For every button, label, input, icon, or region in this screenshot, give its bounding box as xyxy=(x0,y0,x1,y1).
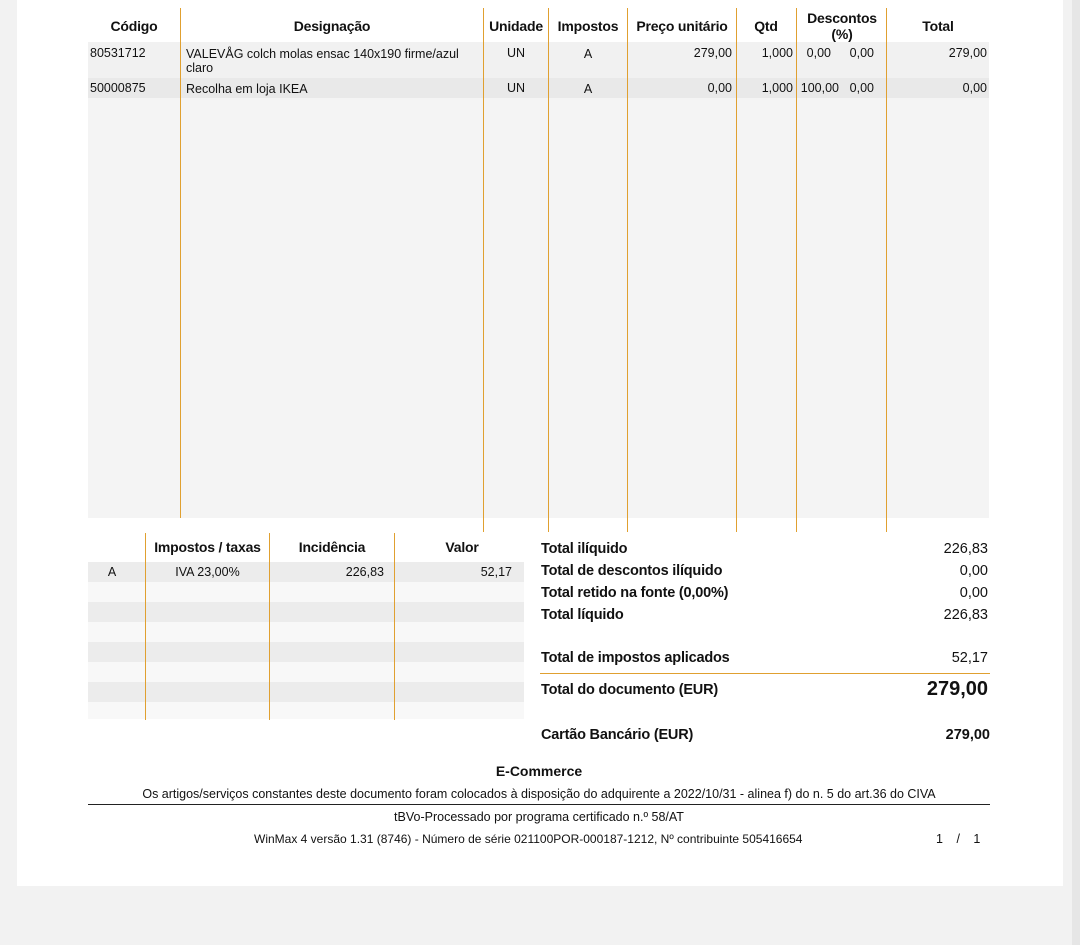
tax-row-band xyxy=(88,622,524,642)
tax-row-band xyxy=(88,582,524,602)
tax-header-taxas: Impostos / taxas xyxy=(154,539,261,555)
page-separator: / xyxy=(956,832,960,846)
col-header-qtd: Qtd xyxy=(754,18,778,34)
total-documento-label: Total do documento (EUR) xyxy=(541,682,718,698)
footer-divider xyxy=(88,804,990,805)
tax-column-divider xyxy=(145,533,146,720)
item-impostos: A xyxy=(583,47,593,61)
scrollbar[interactable] xyxy=(1072,0,1080,945)
tax-header-valor: Valor xyxy=(445,539,479,555)
tax-row-band xyxy=(88,682,524,702)
col-header-descontos-unit: (%) xyxy=(831,26,853,42)
tax-row-band xyxy=(88,662,524,682)
column-divider xyxy=(483,8,484,532)
total-liquido-value: 226,83 xyxy=(943,607,988,623)
column-divider xyxy=(548,8,549,532)
column-divider xyxy=(736,8,737,532)
column-divider xyxy=(796,8,797,532)
item-preco: 0,00 xyxy=(707,81,732,95)
total-descontos-value: 0,00 xyxy=(959,563,988,579)
tax-row-band xyxy=(88,602,524,622)
tax-row-band xyxy=(88,642,524,662)
item-desconto1: 0,00 xyxy=(806,46,831,60)
column-divider xyxy=(627,8,628,532)
page-total: 1 xyxy=(973,832,981,846)
col-header-total: Total xyxy=(922,18,954,34)
column-divider xyxy=(886,8,887,532)
cartao-label: Cartão Bancário (EUR) xyxy=(541,727,694,743)
channel-title: E-Commerce xyxy=(495,763,583,779)
page-number xyxy=(936,832,980,846)
col-header-descontos: Descontos xyxy=(807,10,877,26)
tax-column-divider xyxy=(394,533,395,720)
certification-note: tBVo-Processado por programa certificado n.º 58/AT xyxy=(394,810,684,824)
disclaimer: Os artigos/serviços constantes deste documento foram colocados à disposição do adquirente a 2022/10/31 - alinea f) do n. 5 do art.36 do CIVA xyxy=(142,787,936,801)
tax-valor: 52,17 xyxy=(480,565,512,579)
col-header-codigo: Código xyxy=(110,18,158,34)
item-codigo: 50000875 xyxy=(90,81,146,95)
item-qtd: 1,000 xyxy=(761,46,793,60)
total-descontos-label: Total de descontos ilíquido xyxy=(541,563,723,579)
item-codigo: 80531712 xyxy=(90,46,146,60)
tax-column-divider xyxy=(269,533,270,720)
tax-incidencia: 226,83 xyxy=(345,565,384,579)
tax-code: A xyxy=(107,565,117,579)
software-info: WinMax 4 versão 1.31 (8746) - Número de série 021100POR-000187-1212, Nº contribuinte 505416654 xyxy=(254,832,803,846)
item-qtd: 1,000 xyxy=(761,81,793,95)
item-unidade: UN xyxy=(506,81,526,95)
item-desconto1: 100,00 xyxy=(800,81,839,95)
col-header-impostos: Impostos xyxy=(557,18,619,34)
item-desconto2: 0,00 xyxy=(849,81,874,95)
total-retido-label: Total retido na fonte (0,00%) xyxy=(541,585,729,601)
item-designacao-cont: claro xyxy=(186,61,214,75)
column-divider xyxy=(180,8,181,518)
total-impostos-value: 52,17 xyxy=(951,650,988,666)
item-desconto2: 0,00 xyxy=(849,46,874,60)
total-documento-value: 279,00 xyxy=(926,678,988,700)
col-header-designacao: Designação xyxy=(293,18,371,34)
total-divider xyxy=(540,673,990,674)
tax-header-incidencia: Incidência xyxy=(298,539,366,555)
total-retido-value: 0,00 xyxy=(959,585,988,601)
item-preco: 279,00 xyxy=(693,46,732,60)
items-table-body xyxy=(88,42,989,518)
item-total: 279,00 xyxy=(948,46,987,60)
page-current: 1 xyxy=(936,832,943,846)
item-impostos: A xyxy=(583,82,593,96)
col-header-unidade: Unidade xyxy=(489,18,543,34)
tax-taxa: IVA 23,00% xyxy=(175,565,240,579)
total-iliquido-value: 226,83 xyxy=(943,541,988,557)
item-designacao: VALEVÅG colch molas ensac 140x190 firme/azul xyxy=(186,47,459,61)
item-unidade: UN xyxy=(506,46,526,60)
total-iliquido-label: Total ilíquido xyxy=(541,541,628,557)
item-total: 0,00 xyxy=(962,81,987,95)
item-designacao: Recolha em loja IKEA xyxy=(186,82,308,96)
total-liquido-label: Total líquido xyxy=(541,607,624,623)
total-impostos-label: Total de impostos aplicados xyxy=(541,650,730,666)
cartao-value: 279,00 xyxy=(945,727,990,743)
col-header-preco: Preço unitário xyxy=(636,18,728,34)
tax-row-band xyxy=(88,702,524,719)
